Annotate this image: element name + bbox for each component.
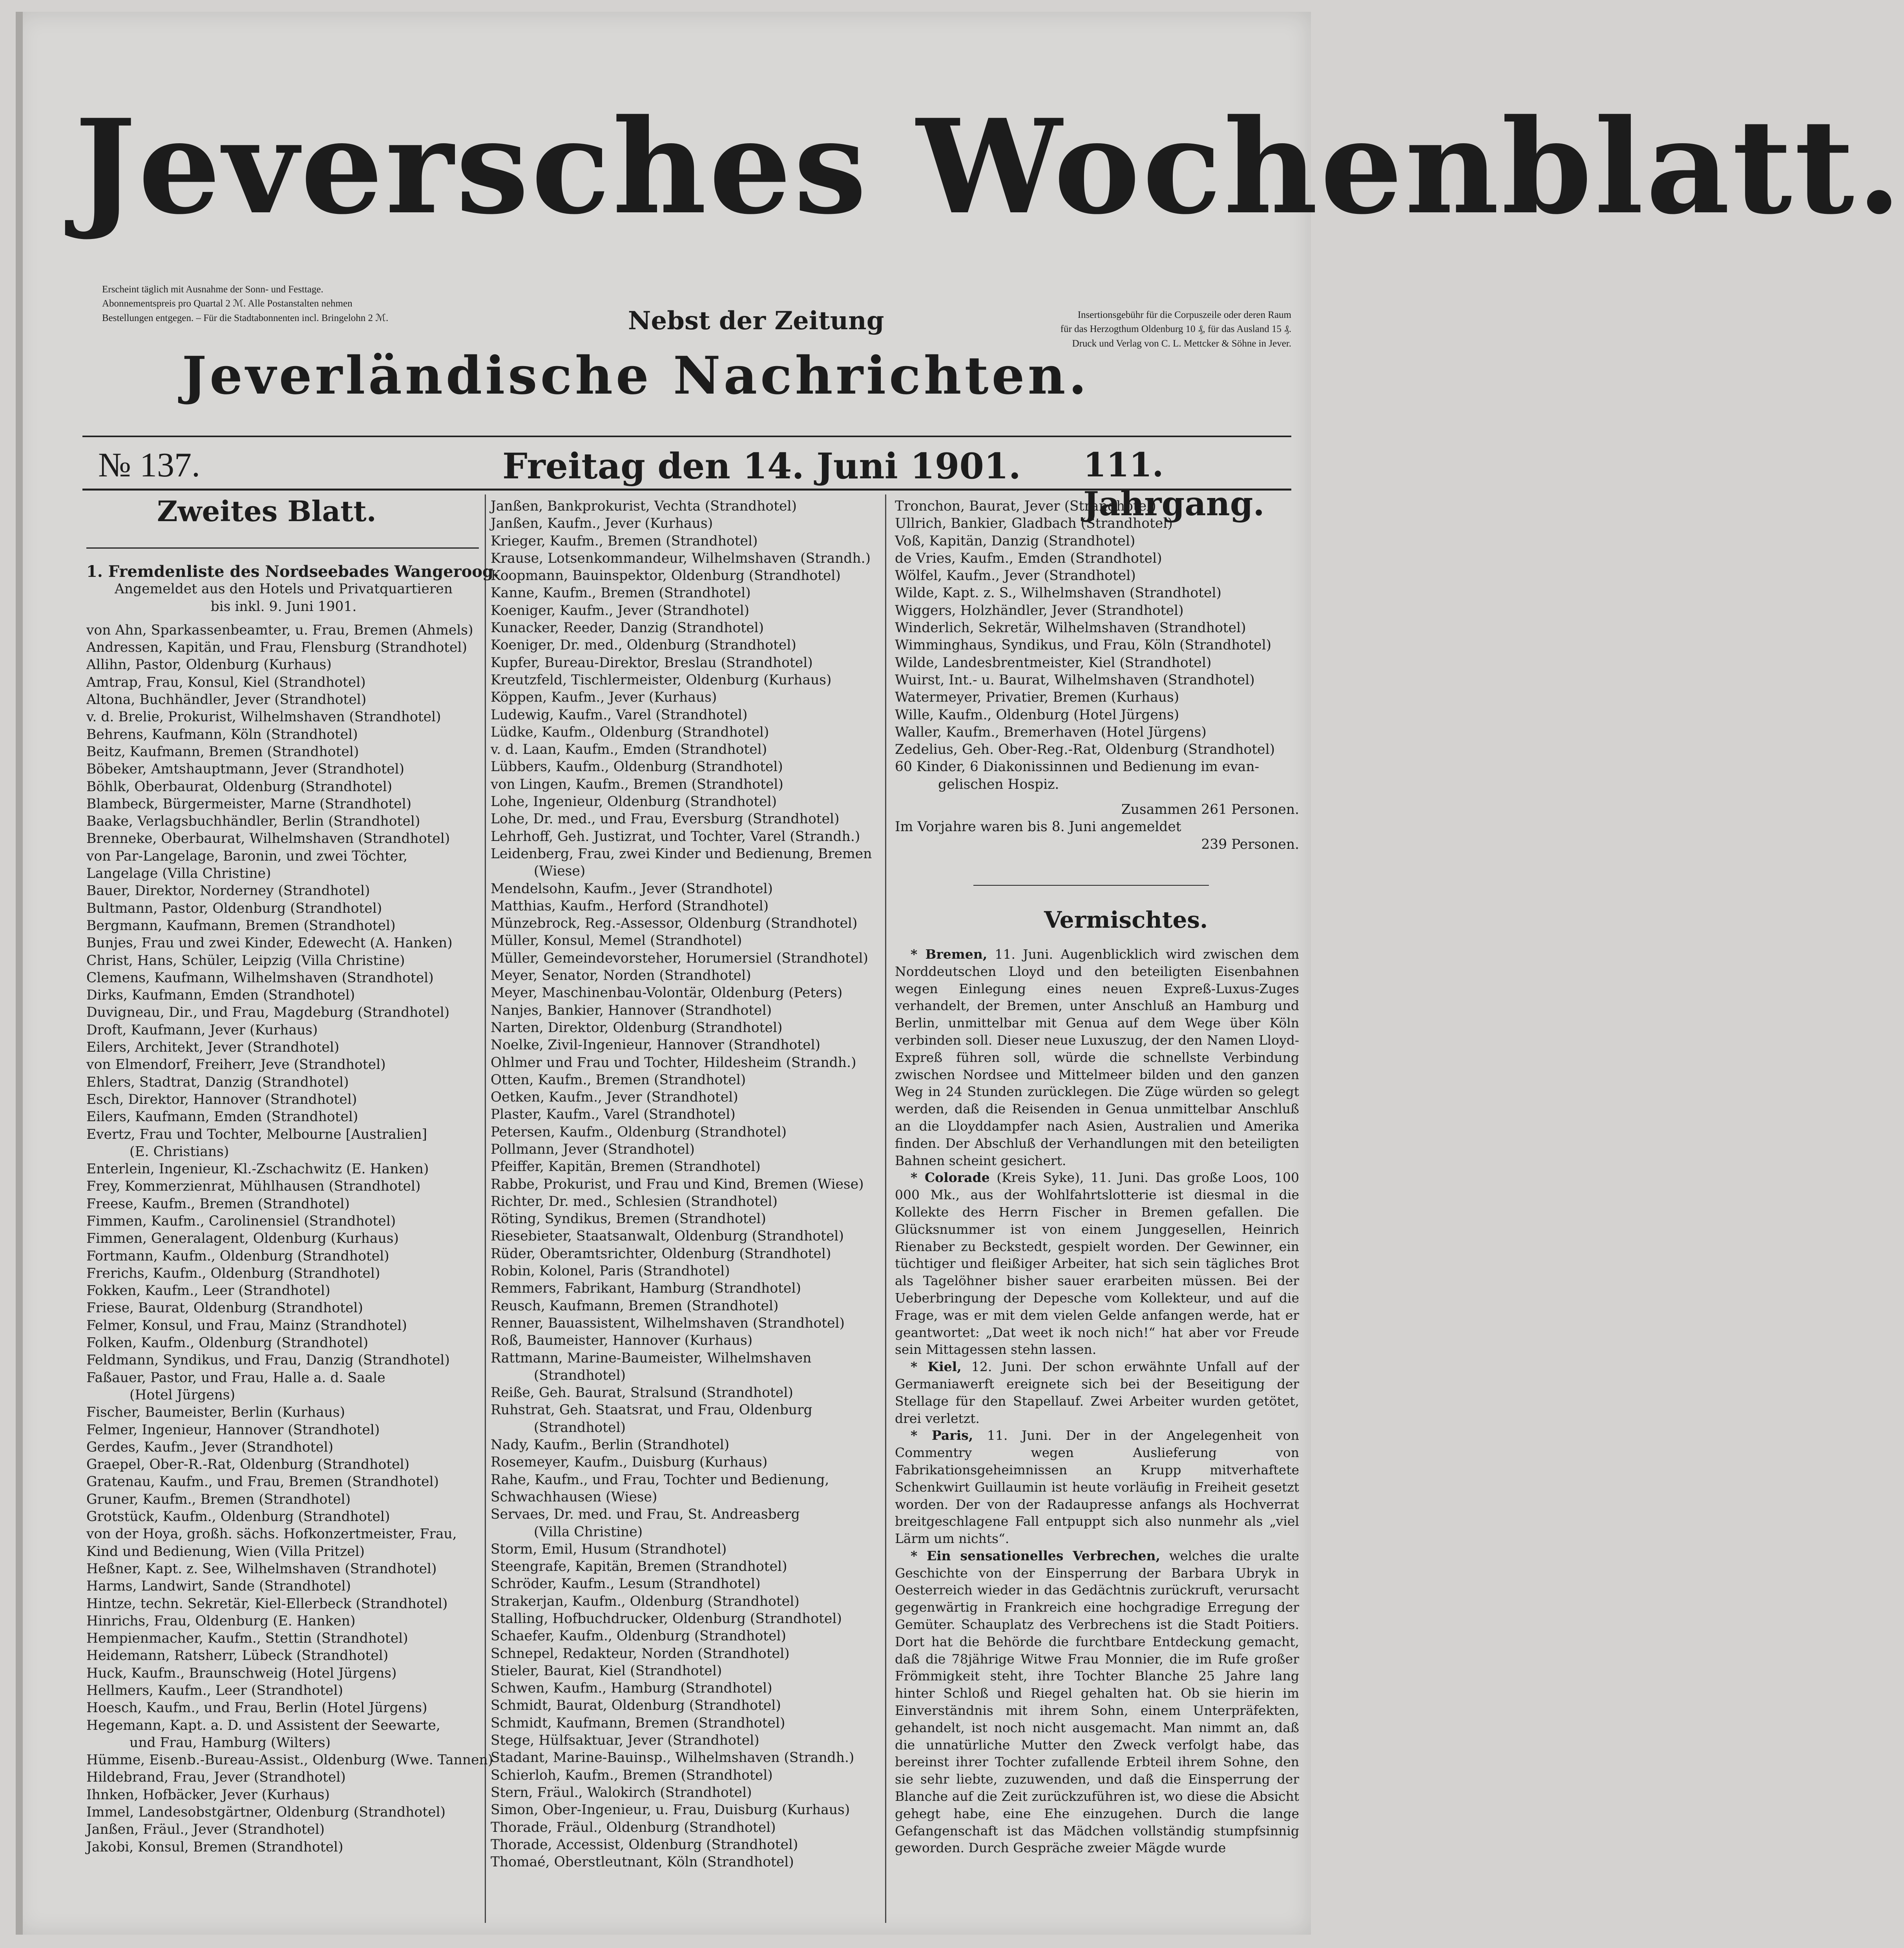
list-item: Kunacker, Reeder, Danzig (Strandhotel)	[491, 620, 764, 636]
list-item: Schmidt, Baurat, Oldenburg (Strandhotel)	[491, 1698, 781, 1714]
list-item: Jakobi, Konsul, Bremen (Strandhotel)	[86, 1839, 343, 1855]
list-item: Janßen, Bankprokurist, Vechta (Strandhotel)	[491, 498, 797, 514]
list-item: (Strandhotel)	[534, 1419, 626, 1435]
list-item: v. d. Laan, Kaufm., Emden (Strandhotel)	[491, 742, 767, 758]
list-item: Böbeker, Amtshauptmann, Jever (Strandhotel)	[86, 761, 405, 777]
list-item: Stalling, Hofbuchdrucker, Oldenburg (Strandhotel)	[491, 1611, 842, 1627]
guest-list-column-1	[86, 562, 499, 1856]
article-text: welches die uralte Geschichte von der Einsperrung der Barbara Ubryk in Oesterreich wieder in das Gedächtnis zurückruft, verursacht gegenwärtig in Frankreich eine hochgradige Erregung der Gemüter. Schauplatz des Verbrechens ist die Stadt Poitiers. Dort hat die Behörde die furchtbare Entdeckung gemacht, daß die 78jährige Witwe Frau Monnier, die im Rufe großer Frömmigkeit steht, ihre Tochter Blanche 25 Jahre lang hinter Schloß und Riegel gehalten hat. Ob sie hierin im Einverständnis mit ihrem Sohn, einem Unterpräfekten, gehandelt, ist noch nicht ausgemacht. Man nimmt an, daß die unnatürliche Mutter den Zweck verfolgt habe, das bereinst ihrer Tochter zufallende Erbteil ihrem Sohne, den sie sehr liebte, zuzuwenden, und daß die Einsperrung der Blanche auf die Zeit zurückzuführen ist, wo diese die Absicht gehegt habe, eine Ehe einzugehen. Durch die lange Gefangenschaft ist das Mädchen vollständig stumpfsinnig geworden. Durch Gespräche zweier Mägde wurde	[895, 1548, 1299, 1856]
list-item: Robin, Kolonel, Paris (Strandhotel)	[491, 1263, 730, 1279]
list-item: Fokken, Kaufm., Leer (Strandhotel)	[86, 1283, 330, 1299]
list-item: Nanjes, Bankier, Hannover (Strandhotel)	[491, 1002, 772, 1018]
list-item: Folken, Kaufm., Oldenburg (Strandhotel)	[86, 1335, 369, 1351]
list-item: Ohlmer und Frau und Tochter, Hildesheim (Strandh.)	[491, 1054, 856, 1071]
list-item: Strakerjan, Kaufm., Oldenburg (Strandhotel)	[491, 1593, 800, 1609]
list-item: Hellmers, Kaufm., Leer (Strandhotel)	[86, 1683, 343, 1698]
list-item: Lehrhoff, Geh. Justizrat, und Tochter, Varel (Strandh.)	[491, 828, 860, 844]
list-item: Rosemeyer, Kaufm., Duisburg (Kurhaus)	[491, 1454, 768, 1470]
list-item: Christ, Hans, Schüler, Leipzig (Villa Christine)	[86, 952, 405, 969]
masthead-subtitle: Jeverländische Nachrichten.	[182, 345, 1090, 406]
list-item: Stege, Hülfsaktuar, Jever (Strandhotel)	[491, 1733, 759, 1749]
list-item: (Wiese)	[534, 863, 586, 879]
article-lead: * Paris,	[911, 1428, 973, 1443]
article-lead: * Bremen,	[911, 947, 988, 962]
list-item: Schnepel, Redakteur, Norden (Strandhotel)	[491, 1645, 790, 1662]
list-item: Frey, Kommerzienrat, Mühlhausen (Strandhotel)	[86, 1178, 421, 1195]
list-item: v. d. Brelie, Prokurist, Wilhelmshaven (Strandhotel)	[86, 709, 441, 725]
list-item: Evertz, Frau und Tochter, Melbourne [Australien]	[86, 1126, 427, 1142]
list-item: Wille, Kaufm., Oldenburg (Hotel Jürgens)	[895, 707, 1179, 723]
list-item: Hinrichs, Frau, Oldenburg (E. Hanken)	[86, 1613, 356, 1629]
supplement-note: Nebst der Zeitung	[628, 306, 884, 336]
list-item: Hintze, techn. Sekretär, Kiel-Ellerbeck (Strandhotel)	[86, 1596, 448, 1612]
list-item: Frerichs, Kaufm., Oldenburg (Strandhotel)	[86, 1265, 380, 1281]
section-title: Zweites Blatt.	[157, 494, 376, 528]
advertising-info	[887, 308, 1291, 351]
news-article	[895, 1547, 1299, 1857]
list-item: Müller, Gemeindevorsteher, Horumersiel (Strandhotel)	[491, 950, 868, 966]
list-item: Rabbe, Prokurist, und Frau und Kind, Bremen (Wiese)	[491, 1176, 864, 1192]
misc-articles	[895, 946, 1299, 1857]
list-item: Nady, Kaufm., Berlin (Strandhotel)	[491, 1437, 730, 1453]
list-item: Bergmann, Kaufmann, Bremen (Strandhotel)	[86, 917, 396, 934]
list-item: Fimmen, Kaufm., Carolinensiel (Strandhotel)	[86, 1213, 396, 1229]
list-item: von Par-Langelage, Baronin, und zwei Töchter,	[86, 848, 408, 864]
list-item: Reusch, Kaufmann, Bremen (Strandhotel)	[491, 1298, 779, 1314]
news-article	[895, 946, 1299, 1169]
list-item: Dirks, Kaufmann, Emden (Strandhotel)	[86, 987, 355, 1003]
list-item: Oetken, Kaufm., Jever (Strandhotel)	[491, 1089, 738, 1105]
issue-number: № 137.	[98, 446, 200, 484]
info-line: für das Herzogthum Oldenburg 10 ₰, für das Ausland 15 ₰.	[1060, 324, 1291, 335]
list-item: Schierloh, Kaufm., Bremen (Strandhotel)	[491, 1767, 773, 1783]
list-item: Amtrap, Frau, Konsul, Kiel (Strandhotel)	[86, 674, 366, 690]
list-item: Schröder, Kaufm., Lesum (Strandhotel)	[491, 1576, 761, 1592]
guest-list-column-2	[491, 498, 883, 1871]
previous-year-count: 239 Personen.	[1201, 836, 1299, 852]
list-item: Lohe, Ingenieur, Oldenburg (Strandhotel)	[491, 794, 777, 810]
list-item: Lohe, Dr. med., und Frau, Eversburg (Strandhotel)	[491, 811, 840, 827]
list-item: Kind und Bedienung, Wien (Villa Pritzel)	[86, 1543, 365, 1559]
list-item: Matthias, Kaufm., Herford (Strandhotel)	[491, 898, 769, 914]
list-item: de Vries, Kaufm., Emden (Strandhotel)	[895, 550, 1162, 566]
list-item: Duvigneau, Dir., und Frau, Magdeburg (Strandhotel)	[86, 1005, 450, 1021]
list-item: Immel, Landesobstgärtner, Oldenburg (Strandhotel)	[86, 1804, 446, 1820]
list-item: Voß, Kapitän, Danzig (Strandhotel)	[895, 533, 1135, 549]
list-item: Meyer, Maschinenbau-Volontär, Oldenburg (Peters)	[491, 985, 843, 1001]
list-item: Harms, Landwirt, Sande (Strandhotel)	[86, 1578, 351, 1594]
list-item: Simon, Ober-Ingenieur, u. Frau, Duisburg (Kurhaus)	[491, 1802, 850, 1818]
list-item: Hümme, Eisenb.-Bureau-Assist., Oldenburg (Wwe. Tannen)	[86, 1752, 493, 1768]
list-item: Wilde, Kapt. z. S., Wilhelmshaven (Strandhotel)	[895, 585, 1221, 601]
list-item: Graepel, Ober-R.-Rat, Oldenburg (Strandhotel)	[86, 1457, 410, 1473]
list-item: Kupfer, Bureau-Direktor, Breslau (Strandhotel)	[491, 655, 813, 671]
list-item: Hoesch, Kaufm., und Frau, Berlin (Hotel Jürgens)	[86, 1700, 427, 1716]
list-item: Meyer, Senator, Norden (Strandhotel)	[491, 968, 751, 984]
list-item: Leidenberg, Frau, zwei Kinder und Bedienung, Bremen	[491, 846, 872, 862]
article-text: 11. Juni. Augenblicklich wird zwischen dem Norddeutschen Lloyd und den beteiligten Eisenbahnen wegen Einlegung eines neuen Expreß-Luxus-Zuges verhandelt, der Bremen, unter Anschluß an Hamburg und Berlin, unmittelbar mit Genua auf dem Wege über Köln verbinden soll. Dieser neue Luxuszug, der den Namen Lloyd-Expreß führen soll, würde die schnellste Verbindung zwischen Nordsee und Mittelmeer bilden und den ganzen Weg in 24 Stunden zurücklegen. Die Züge würden so gelegt werden, daß die Reisenden in Genua unmittelbar Anschluß an die Lloyddampfer nach Asien, Australien und Amerika finden. Der Abschluß der Verhandlungen mit den beteiligten Bahnen scheint gesichert.	[895, 947, 1299, 1168]
list-item: Thorade, Fräul., Oldenburg (Strandhotel)	[491, 1819, 776, 1835]
list-item: Beitz, Kaufmann, Bremen (Strandhotel)	[86, 744, 359, 760]
list-item: Schmidt, Kaufmann, Bremen (Strandhotel)	[491, 1715, 785, 1731]
list-intro: bis inkl. 9. Juni 1901.	[210, 598, 357, 615]
page-edge	[16, 12, 23, 1935]
list-item: Petersen, Kaufm., Oldenburg (Strandhotel)	[491, 1124, 787, 1140]
list-item: Ihnken, Hofbäcker, Jever (Kurhaus)	[86, 1787, 330, 1803]
list-item: Esch, Direktor, Hannover (Strandhotel)	[86, 1091, 357, 1107]
list-item: Hempienmacher, Kaufm., Stettin (Strandhotel)	[86, 1631, 408, 1647]
list-item: Ludewig, Kaufm., Varel (Strandhotel)	[491, 707, 748, 723]
list-item: Schwen, Kaufm., Hamburg (Strandhotel)	[491, 1680, 772, 1696]
list-item: von der Hoya, großh. sächs. Hofkonzertmeister, Frau,	[86, 1526, 457, 1542]
list-item: (Hotel Jürgens)	[130, 1387, 235, 1403]
list-item: Langelage (Villa Christine)	[86, 866, 271, 882]
list-item: Watermeyer, Privatier, Bremen (Kurhaus)	[895, 689, 1179, 706]
list-item: Storm, Emil, Husum (Strandhotel)	[491, 1541, 727, 1557]
list-item: Allihn, Pastor, Oldenburg (Kurhaus)	[86, 657, 332, 673]
list-item: Münzebrock, Reg.-Assessor, Oldenburg (Strandhotel)	[491, 916, 858, 932]
list-item: Schwachhausen (Wiese)	[491, 1489, 657, 1505]
list-item: Reiße, Geh. Baurat, Stralsund (Strandhotel)	[491, 1385, 793, 1401]
list-item: Krause, Lotsenkommandeur, Wilhelmshaven (Strandh.)	[491, 550, 871, 566]
list-item: Lüdke, Kaufm., Oldenburg (Strandhotel)	[491, 724, 769, 740]
list-intro: Angemeldet aus den Hotels und Privatquartieren	[114, 581, 453, 597]
list-item: Altona, Buchhändler, Jever (Strandhotel)	[86, 692, 367, 708]
list-item: Roß, Baumeister, Hannover (Kurhaus)	[491, 1333, 753, 1349]
list-item: Behrens, Kaufmann, Köln (Strandhotel)	[86, 726, 358, 742]
list-item: und Frau, Hamburg (Wilters)	[130, 1735, 331, 1751]
list-item: Bauer, Direktor, Norderney (Strandhotel)	[86, 883, 370, 899]
list-item: Rattmann, Marine-Baumeister, Wilhelmshaven	[491, 1350, 812, 1366]
list-item: Freese, Kaufm., Bremen (Strandhotel)	[86, 1196, 350, 1212]
list-item: von Lingen, Kaufm., Bremen (Strandhotel)	[491, 776, 783, 792]
newspaper-page	[16, 12, 1904, 1935]
list-item: Servaes, Dr. med. und Frau, St. Andreasberg	[491, 1507, 800, 1523]
column-divider	[885, 494, 886, 1923]
column-divider	[485, 494, 486, 1923]
list-item: Andressen, Kapitän, und Frau, Flensburg (Strandhotel)	[86, 640, 467, 656]
list-item: von Elmendorf, Freiherr, Jeve (Strandhotel)	[86, 1057, 386, 1073]
list-item: Riesebieter, Staatsanwalt, Oldenburg (Strandhotel)	[491, 1228, 844, 1244]
article-text: (Kreis Syke), 11. Juni. Das große Loos, 100 000 Mk., aus der Wohlfahrtslotterie ist diesmal in die Kollekte des Herrn Fischer in Bremen gefallen. Die Glücksnummer ist von einem Junggesellen, Heinrich Rienaber zu Beckstedt, gespielt worden. Der Gewinner, ein tüchtiger und fleißiger Arbeiter, hat sich sein tägliches Brot als Tagelöhner bisher sauer erarbeiten müssen. Bei der Ueberbringung der Depesche vom Kollekteur, und auf die Frage, was er mit dem vielen Gelde anfangen werde, hat er geantwortet: „Dat weet ik noch nich!“ hat aber vor Freude sein Mittagessen stehn lassen.	[895, 1170, 1299, 1357]
list-item: Pollmann, Jever (Strandhotel)	[491, 1141, 695, 1157]
list-item: Pfeiffer, Kapitän, Bremen (Strandhotel)	[491, 1159, 761, 1175]
list-item: Wiggers, Holzhändler, Jever (Strandhotel)	[895, 602, 1184, 618]
list-item: Gratenau, Kaufm., und Frau, Bremen (Strandhotel)	[86, 1474, 439, 1490]
list-item: Ehlers, Stadtrat, Danzig (Strandhotel)	[86, 1074, 349, 1090]
list-item: Heidemann, Ratsherr, Lübeck (Strandhotel)	[86, 1648, 389, 1664]
list-item: Janßen, Fräul., Jever (Strandhotel)	[86, 1822, 325, 1838]
list-item: Mendelsohn, Kaufm., Jever (Strandhotel)	[491, 881, 773, 897]
news-article	[895, 1169, 1299, 1358]
list-item: Wölfel, Kaufm., Jever (Strandhotel)	[895, 568, 1136, 584]
article-lead: * Kiel,	[911, 1359, 962, 1375]
issue-date: Freitag den 14. Juni 1901.	[502, 445, 1021, 487]
masthead-title: Jeversches Wochenblatt.	[75, 91, 1904, 243]
list-item: Ruhstrat, Geh. Staatsrat, und Frau, Oldenburg	[491, 1402, 812, 1418]
list-item: Gruner, Kaufm., Bremen (Strandhotel)	[86, 1491, 351, 1507]
guest-total: Zusammen 261 Personen.	[1121, 802, 1299, 818]
list-item: (E. Christians)	[130, 1144, 229, 1160]
list-item: Krieger, Kaufm., Bremen (Strandhotel)	[491, 533, 758, 549]
list-item: Friese, Baurat, Oldenburg (Strandhotel)	[86, 1300, 363, 1316]
list-item: Brenneke, Oberbaurat, Wilhelmshaven (Strandhotel)	[86, 831, 450, 847]
list-item: (Villa Christine)	[534, 1524, 643, 1540]
list-item: Thomaé, Oberstleutnant, Köln (Strandhotel)	[491, 1854, 794, 1870]
list-item: Böhlk, Oberbaurat, Oldenburg (Strandhotel)	[86, 779, 392, 795]
list-item: Eilers, Architekt, Jever (Strandhotel)	[86, 1040, 340, 1056]
list-item: Janßen, Kaufm., Jever (Kurhaus)	[491, 516, 713, 532]
list-item: Noelke, Zivil-Ingenieur, Hannover (Strandhotel)	[491, 1037, 821, 1053]
list-item: Winderlich, Sekretär, Wilhelmshaven (Strandhotel)	[895, 620, 1246, 636]
list-item: Schaefer, Kaufm., Oldenburg (Strandhotel)	[491, 1628, 786, 1644]
list-item: Narten, Direktor, Oldenburg (Strandhotel)	[491, 1020, 783, 1036]
guest-list	[491, 498, 883, 1871]
list-item: Otten, Kaufm., Bremen (Strandhotel)	[491, 1072, 746, 1088]
section-rule	[973, 885, 1209, 886]
list-item: Eilers, Kaufmann, Emden (Strandhotel)	[86, 1109, 358, 1125]
list-item: Wilde, Landesbrentmeister, Kiel (Strandhotel)	[895, 655, 1212, 671]
list-item: Wimminghaus, Syndikus, und Frau, Köln (Strandhotel)	[895, 637, 1272, 653]
guest-list	[86, 622, 493, 1856]
list-item: Gerdes, Kaufm., Jever (Strandhotel)	[86, 1439, 334, 1455]
list-item: Stadant, Marine-Bauinsp., Wilhelmshaven (Strandh.)	[491, 1750, 854, 1766]
article-text: 12. Juni. Der schon erwähnte Unfall auf der Germaniawerft ereignete sich bei der Beseitigung der Stellage für den Stapellauf. Zwei Arbeiter wurden getötet, drei verletzt.	[895, 1359, 1300, 1426]
list-item: Ullrich, Bankier, Gladbach (Strandhotel)	[895, 516, 1173, 532]
info-line: Insertionsgebühr für die Corpuszeile oder deren Raum	[1077, 310, 1291, 320]
list-item: Remmers, Fabrikant, Hamburg (Strandhotel)	[491, 1280, 801, 1297]
list-item: Droft, Kaufmann, Jever (Kurhaus)	[86, 1022, 318, 1038]
list-item: Hildebrand, Frau, Jever (Strandhotel)	[86, 1769, 346, 1786]
list-item: Richter, Dr. med., Schlesien (Strandhotel)	[491, 1193, 778, 1209]
list-item: Koopmann, Bauinspektor, Oldenburg (Strandhotel)	[491, 568, 841, 584]
info-line: Bestellungen entgegen. – Für die Stadtabonnenten incl. Bringelohn 2 ℳ.	[102, 312, 389, 323]
info-line: Druck und Verlag von C. L. Mettcker & Söhne in Jever.	[1072, 338, 1291, 349]
previous-year-note: Im Vorjahre waren bis 8. Juni angemeldet	[895, 819, 1181, 835]
section-rule	[86, 547, 479, 549]
list-item: gelischen Hospiz.	[938, 776, 1059, 792]
news-article	[895, 1427, 1299, 1547]
list-item: Zedelius, Geh. Ober-Reg.-Rat, Oldenburg (Strandhotel)	[895, 742, 1275, 758]
list-item: Wuirst, Int.- u. Baurat, Wilhelmshaven (Strandhotel)	[895, 672, 1255, 688]
list-item: Felmer, Konsul, und Frau, Mainz (Strandhotel)	[86, 1317, 407, 1333]
list-item: Koeniger, Dr. med., Oldenburg (Strandhotel)	[491, 637, 796, 653]
list-heading: 1. Fremdenliste des Nordseebades Wangeroog.	[86, 562, 499, 581]
list-item: Stern, Fräul., Walokirch (Strandhotel)	[491, 1784, 752, 1800]
list-item: (Strandhotel)	[534, 1367, 626, 1383]
info-line: Abonnementspreis pro Quartal 2 ℳ. Alle Postanstalten nehmen	[102, 298, 352, 309]
info-line: Erscheint täglich mit Ausnahme der Sonn- und Festtage.	[102, 284, 323, 295]
list-item: Hegemann, Kapt. a. D. und Assistent der Seewarte,	[86, 1717, 440, 1733]
list-item: Bultmann, Pastor, Oldenburg (Strandhotel)	[86, 900, 382, 916]
list-item: Felmer, Ingenieur, Hannover (Strandhotel)	[86, 1422, 380, 1438]
list-item: Blambeck, Bürgermeister, Marne (Strandhotel)	[86, 796, 412, 812]
list-item: Röting, Syndikus, Bremen (Strandhotel)	[491, 1211, 766, 1227]
header-rule	[82, 489, 1291, 491]
list-item: Koeniger, Kaufm., Jever (Strandhotel)	[491, 602, 750, 618]
list-item: Huck, Kaufm., Braunschweig (Hotel Jürgens)	[86, 1665, 397, 1681]
list-item: Thorade, Accessist, Oldenburg (Strandhotel)	[491, 1837, 798, 1853]
list-item: Waller, Kaufm., Bremerhaven (Hotel Jürgens)	[895, 724, 1207, 740]
list-item: Fortmann, Kaufm., Oldenburg (Strandhotel)	[86, 1248, 389, 1264]
list-item: Clemens, Kaufmann, Wilhelmshaven (Strandhotel)	[86, 970, 434, 986]
guest-list-column-3	[895, 498, 1299, 853]
list-item: von Ahn, Sparkassenbeamter, u. Frau, Bremen (Ahmels)	[86, 622, 473, 638]
list-item: Grotstück, Kaufm., Oldenburg (Strandhotel)	[86, 1509, 390, 1525]
list-item: Kanne, Kaufm., Bremen (Strandhotel)	[491, 585, 751, 601]
subscription-info	[102, 283, 553, 325]
article-text: 11. Juni. Der in der Angelegenheit von Commentry wegen Auslieferung von Fabrikationsgeheimnissen an Krupp mitverhaftete Schenkwirt Guillaumin ist heute vorläufig in Freiheit gesetzt worden. Der von der Radaupresse anfangs als Hochverrat breitgeschlagene Fall entpuppt sich also nunmehr als „viel Lärm um nichts“.	[895, 1428, 1300, 1547]
list-item: 60 Kinder, 6 Diakonissinnen und Bedienung im evan-	[895, 759, 1260, 775]
misc-heading: Vermischtes.	[1044, 907, 1208, 933]
list-item: Rüder, Oberamtsrichter, Oldenburg (Strandhotel)	[491, 1246, 831, 1262]
list-item: Enterlein, Ingenieur, Kl.-Zschachwitz (E. Hanken)	[86, 1161, 429, 1177]
list-item: Müller, Konsul, Memel (Strandhotel)	[491, 933, 742, 949]
list-item: Bunjes, Frau und zwei Kinder, Edewecht (A. Hanken)	[86, 935, 453, 951]
list-item: Rahe, Kaufm., und Frau, Tochter und Bedienung,	[491, 1472, 829, 1488]
list-item: Renner, Bauassistent, Wilhelmshaven (Strandhotel)	[491, 1315, 845, 1331]
news-article	[895, 1358, 1299, 1427]
list-item: Köppen, Kaufm., Jever (Kurhaus)	[491, 689, 717, 706]
list-item: Heßner, Kapt. z. See, Wilhelmshaven (Strandhotel)	[86, 1561, 437, 1577]
list-item: Feldmann, Syndikus, und Frau, Danzig (Strandhotel)	[86, 1352, 450, 1368]
list-item: Steengrafe, Kapitän, Bremen (Strandhotel)	[491, 1559, 787, 1575]
top-rule	[82, 436, 1291, 437]
list-item: Plaster, Kaufm., Varel (Strandhotel)	[491, 1107, 736, 1123]
list-item: Kreutzfeld, Tischlermeister, Oldenburg (Kurhaus)	[491, 672, 832, 688]
issue-volume: 111. Jahrgang.	[1083, 445, 1265, 523]
list-item: Tronchon, Baurat, Jever (Strandhotel)	[895, 498, 1156, 514]
article-lead: * Colorade	[911, 1170, 990, 1186]
list-item: Lübbers, Kaufm., Oldenburg (Strandhotel)	[491, 759, 783, 775]
list-item: Fischer, Baumeister, Berlin (Kurhaus)	[86, 1404, 345, 1421]
list-item: Baake, Verlagsbuchhändler, Berlin (Strandhotel)	[86, 813, 420, 830]
list-item: Faßauer, Pastor, und Frau, Halle a. d. Saale	[86, 1370, 385, 1386]
list-item: Stieler, Baurat, Kiel (Strandhotel)	[491, 1663, 722, 1679]
guest-list	[895, 498, 1299, 793]
list-item: Fimmen, Generalagent, Oldenburg (Kurhaus)	[86, 1231, 399, 1247]
article-lead: * Ein sensationelles Verbrechen,	[911, 1548, 1161, 1563]
